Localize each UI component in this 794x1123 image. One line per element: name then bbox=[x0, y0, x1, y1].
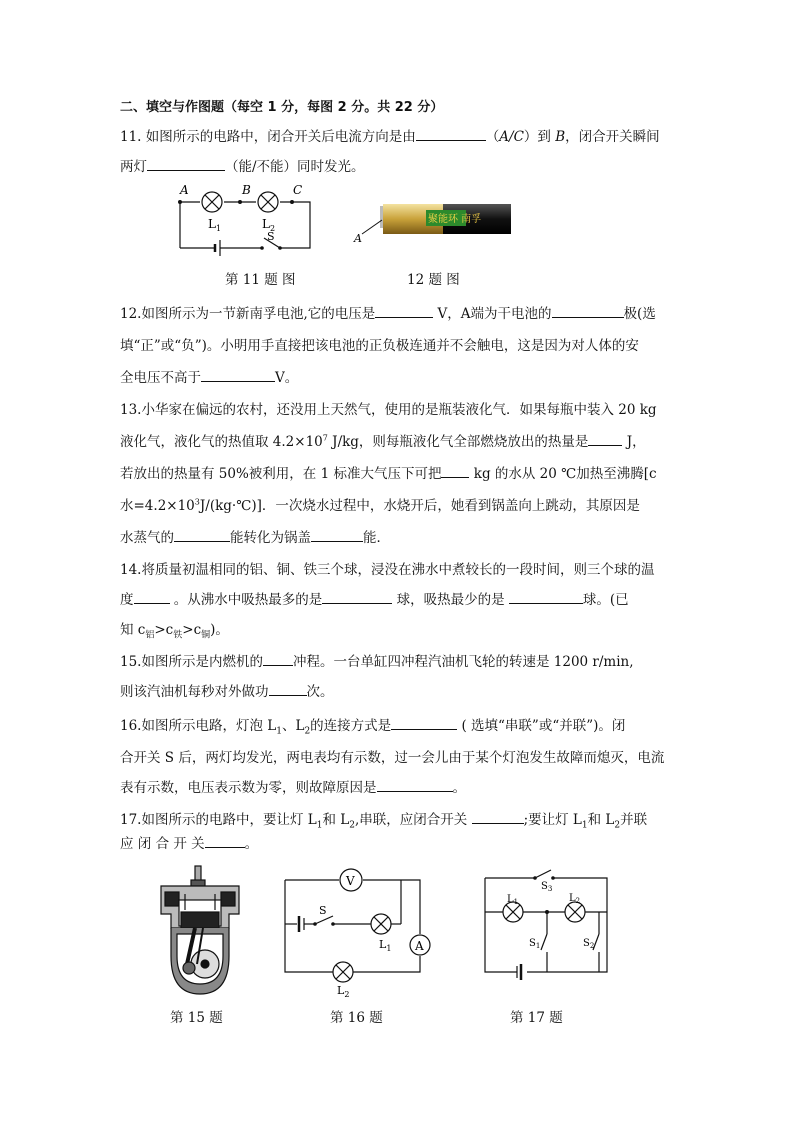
q14-blank-1[interactable] bbox=[134, 590, 170, 604]
fig15-caption: 第 15 题 bbox=[170, 1010, 223, 1026]
fig12-caption: 12 题 图 bbox=[407, 272, 460, 288]
fig11-label-c: C bbox=[293, 183, 303, 197]
fig16-label-l2: $L_2$ bbox=[337, 984, 350, 999]
q12-blank-2[interactable] bbox=[552, 304, 624, 318]
fig11-label-b: B bbox=[242, 183, 251, 197]
q15-line-1: 15.如图所示是内燃机的 冲程。一台单缸四冲程汽油机飞轮的转速是 1200 r/min, bbox=[120, 654, 634, 670]
q13-blank-1[interactable] bbox=[588, 432, 622, 446]
q14-line-1: 14.将质量初温相同的铝、铜、铁三个球，浸没在沸水中煮较长的一段时间，则三个球的温 bbox=[120, 562, 655, 578]
fig16-label-s: S bbox=[319, 904, 327, 917]
fig17-label-l1: $L_1$ bbox=[507, 894, 519, 906]
fig16-ammeter: A bbox=[415, 939, 424, 953]
q13-line-1: 13.小华家在偏远的农村，还没用上天然气，使用的是瓶装液化气．如果每瓶中装入 20 kg bbox=[120, 402, 657, 418]
q13-line-2: 液化气，液化气的热值取 $4.2\times 10^7$ J/kg，则每瓶液化气全部燃烧放出的热量是 J， bbox=[120, 433, 646, 450]
q16-line-1: 16.如图所示电路，灯泡 $L_1$、$L_2$的连接方式是 ( 选填“串联”或“并联”)。闭 bbox=[120, 718, 626, 737]
fig12-brand: 聚能环 南孚 bbox=[428, 214, 482, 225]
q11-blank-1[interactable] bbox=[416, 127, 486, 141]
q14-line-2: 度 。从沸水中吸热最多的是 球，吸热最少的是 球。(已 bbox=[120, 592, 629, 608]
q17-line-1: 17.如图所示的电路中，要让灯 $L_1$和 $L_2$,串联，应闭合开关 ;要让灯 $L_1$和 $L_2$并联 bbox=[120, 812, 648, 831]
fig17-circuit bbox=[475, 864, 615, 988]
q11-line-2: 两灯 （能/不能）同时发光。 bbox=[120, 159, 365, 175]
fig11-label-l2: $L_2$ bbox=[262, 217, 276, 233]
fig17-label-l2: $L_2$ bbox=[569, 893, 581, 905]
fig16-caption: 第 16 题 bbox=[330, 1010, 383, 1026]
q14-line-3: 知 $c_铝>c_铁>c_铜$)。 bbox=[120, 622, 229, 641]
q12-line-1: 12.如图所示为一节新南孚电池,它的电压是 V，A端为干电池的 极(选 bbox=[120, 306, 656, 322]
q15-line-2: 则该汽油机每秒对外做功 次。 bbox=[120, 684, 334, 700]
fig11-label-s: S bbox=[267, 230, 275, 243]
q13-blank-4[interactable] bbox=[311, 528, 363, 542]
q12-blank-1[interactable] bbox=[375, 304, 433, 318]
fig17-label-s3: $S_3$ bbox=[541, 881, 553, 893]
q13-line-4: 水$=4.2\times 10^3J/(kg\cdot℃)$]．一次烧水过程中，水烧开后，她看到锅盖向上跳动，其原因是 bbox=[120, 497, 640, 514]
fig16-voltmeter: V bbox=[346, 874, 355, 888]
fig12-label-a: A bbox=[354, 232, 362, 245]
q11-line-1: 11. 如图所示的电路中，闭合开关后电流方向是由 （A/C）到 B，闭合开关瞬间 bbox=[120, 129, 660, 145]
section-title: 二、填空与作图题（每空 1 分，每图 2 分。共 22 分） bbox=[120, 100, 444, 115]
q16-blank-2[interactable] bbox=[377, 778, 453, 792]
q15-blank-1[interactable] bbox=[263, 652, 293, 666]
fig15-engine bbox=[155, 864, 245, 996]
q12-line-3: 全电压不高于 V。 bbox=[120, 370, 299, 386]
q16-line-2: 合开关 S 后，两灯均发光，两电表均有示数，过一会儿由于某个灯泡发生故障而熄灭，电流 bbox=[120, 750, 665, 766]
fig11-circuit bbox=[170, 182, 330, 252]
fig11-label-l1: $L_1$ bbox=[208, 217, 222, 233]
fig11-caption: 第 11 题 图 bbox=[225, 272, 296, 288]
q13-line-5: 水蒸气的 能转化为锅盖 能． bbox=[120, 530, 390, 546]
fig11-label-a: A bbox=[180, 183, 189, 197]
q12-line-2: 填“正”或“负”)。小明用手直接把该电池的正负极连通并不会触电，这是因为对人体的安 bbox=[120, 338, 639, 354]
q17-line-2: 应 闭 合 开 关 。 bbox=[120, 836, 259, 852]
fig17-caption: 第 17 题 bbox=[510, 1010, 563, 1026]
fig12-battery bbox=[350, 200, 520, 248]
fig16-label-l1: $L_1$ bbox=[379, 938, 392, 953]
q11-blank-2[interactable] bbox=[147, 157, 225, 171]
q13-blank-3[interactable] bbox=[174, 528, 230, 542]
q14-blank-3[interactable] bbox=[509, 590, 583, 604]
q13-line-3: 若放出的热量有 50%被利用，在 1 标准大气压下可把 kg 的水从 20 ℃加热至沸腾[c bbox=[120, 466, 657, 482]
q17-blank-2[interactable] bbox=[205, 834, 245, 848]
q16-line-3: 表有示数，电压表示数为零，则故障原因是 。 bbox=[120, 780, 466, 796]
q14-blank-2[interactable] bbox=[322, 590, 392, 604]
fig17-label-s1: $S_1$ bbox=[529, 938, 541, 950]
fig17-label-s2: $S_2$ bbox=[583, 938, 595, 950]
fig16-circuit bbox=[275, 864, 435, 999]
q15-blank-2[interactable] bbox=[269, 682, 307, 696]
q12-blank-3[interactable] bbox=[201, 368, 275, 382]
q17-blank-1[interactable] bbox=[472, 810, 524, 824]
q13-blank-2[interactable] bbox=[441, 464, 469, 478]
q16-blank-1[interactable] bbox=[391, 716, 457, 730]
